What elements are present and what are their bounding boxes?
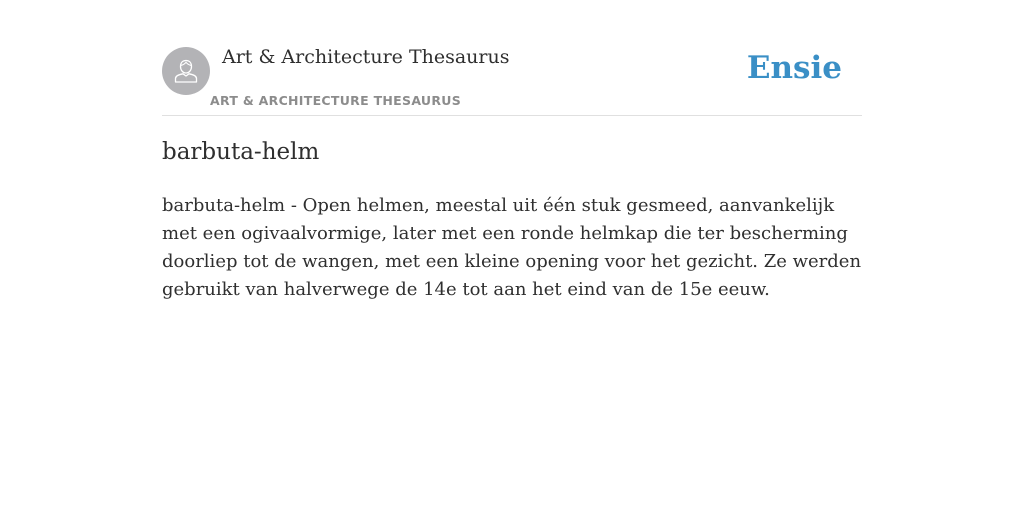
ensie-logo[interactable]: Ensie [746,50,842,86]
entry-body: barbuta-helm - Open helmen, meestal uit één stuk gesmeed, aanvankelijk met een ogivaalvormige, later met een ronde helmkap die ter bescherming doorliep tot de wangen, met een kleine opening voor het gezicht. Ze werden gebruikt van halverwege de 14e tot aan het eind van de 15e eeuw. [162,195,862,300]
author-subtitle[interactable]: ART & ARCHITECTURE THESAURUS [210,93,462,108]
user-icon [171,56,201,86]
header [162,40,862,116]
avatar[interactable] [162,47,210,95]
author-name[interactable]: Art & Architecture Thesaurus [222,46,510,68]
entry-title: barbuta-helm [162,139,320,165]
